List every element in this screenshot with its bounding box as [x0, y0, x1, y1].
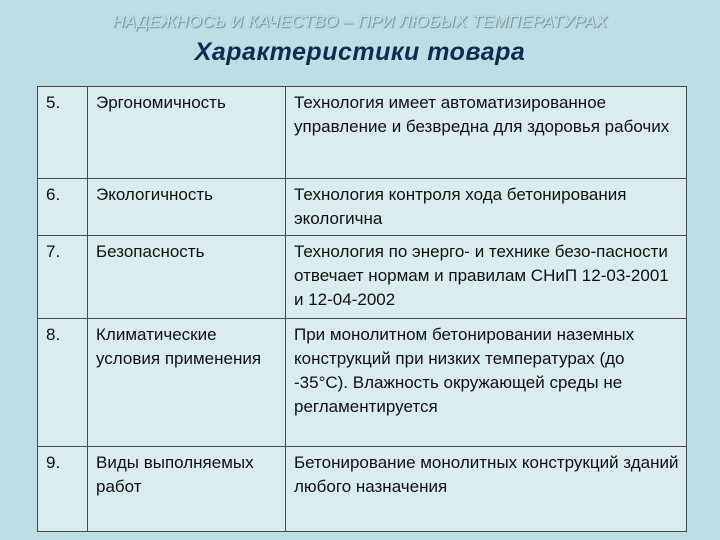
table-row: [38, 447, 687, 532]
slide-title: Характеристики товара: [194, 38, 526, 66]
characteristic-name: Климатические условия применения: [88, 319, 286, 447]
row-number: 7.: [38, 236, 88, 319]
characteristic-description: Технология контроля хода бетонирования экологична: [286, 179, 687, 236]
characteristic-name: Виды выполняемых работ: [88, 447, 286, 532]
characteristic-name: Экологичность: [88, 179, 286, 236]
characteristic-name: Эргономичность: [88, 87, 286, 179]
characteristic-description: Технология имеет автоматизированное управление и безвредна для здоровья рабочих: [286, 87, 687, 179]
characteristic-name: Безопасность: [88, 236, 286, 319]
row-number: 5.: [38, 87, 88, 179]
characteristic-description: Бетонирование монолитных конструкций зданий любого назначения: [286, 447, 687, 532]
table-row: [38, 236, 687, 319]
row-number: 8.: [38, 319, 88, 447]
row-number: 6.: [38, 179, 88, 236]
table-row: [38, 179, 687, 236]
table-row: [38, 319, 687, 447]
row-number: 9.: [38, 447, 88, 532]
characteristic-description: Технология по энерго- и технике безо-пасности отвечает нормам и правилам СНиП 12-03-2001 и 12-04-2002: [286, 236, 687, 319]
characteristics-table: [37, 86, 687, 532]
characteristic-description: При монолитном бетонировании наземных конструкций при низких температурах (до -35°С). Влажность окружающей среды не регламентируется: [286, 319, 687, 447]
table-row: [38, 87, 687, 179]
slide-banner: НАДЕЖНОСЬ И КАЧЕСТВО – ПРИ ЛЮБЫХ ТЕМПЕРАТУРАХ: [112, 12, 608, 31]
